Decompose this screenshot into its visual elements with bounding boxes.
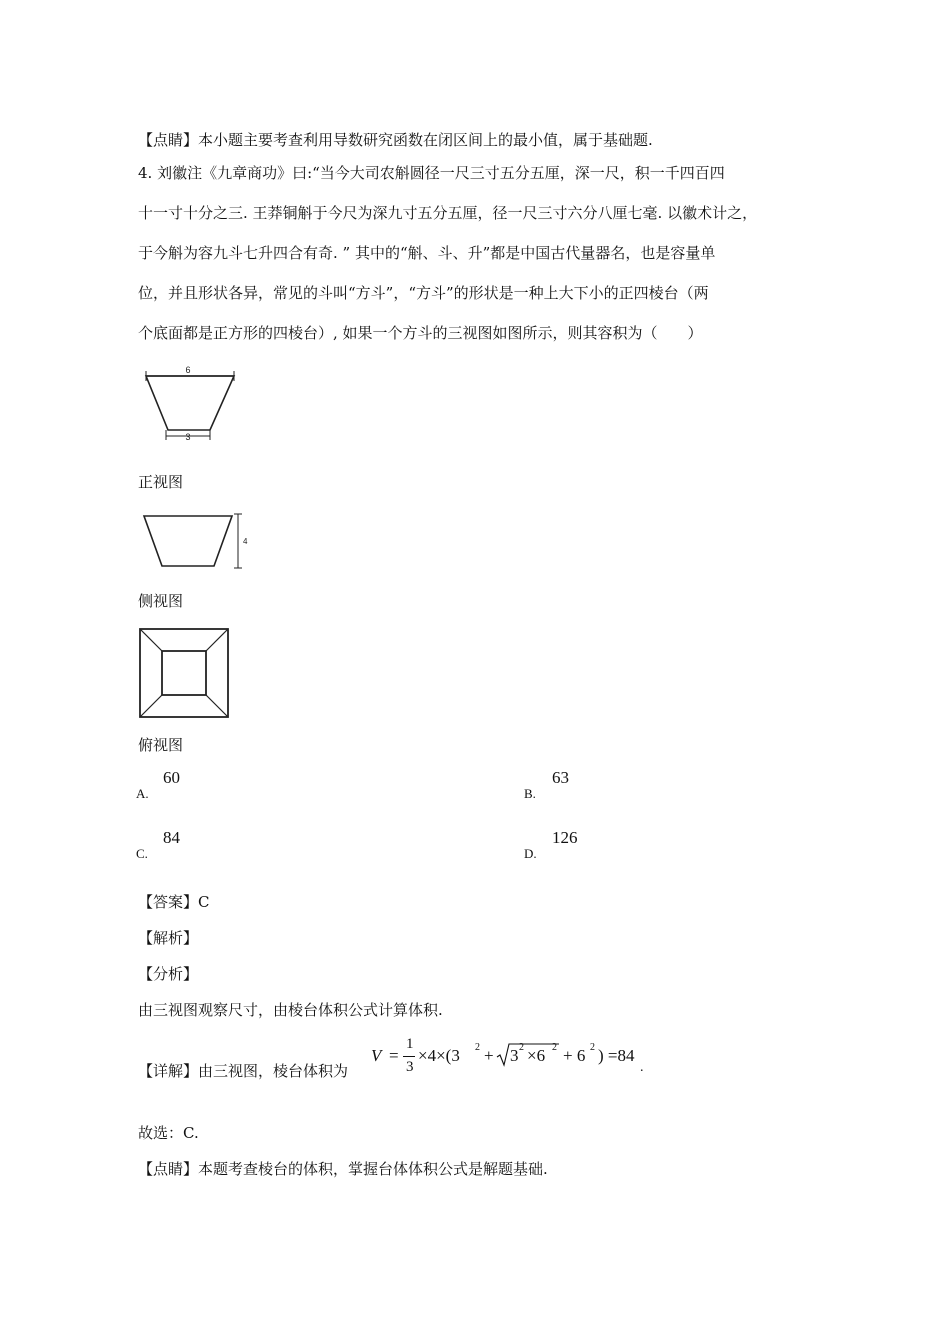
front-view-caption: 正视图 xyxy=(138,473,184,491)
question-line-2: 十一寸十分之三. 王莽铜斛于今尺为深九寸五分五厘，径一尺三寸六分八厘七毫. 以徽术计之， xyxy=(138,204,758,222)
analysis-header: 【解析】 xyxy=(138,929,199,947)
fraction-bar xyxy=(403,1056,415,1057)
option-b-value: 63 xyxy=(552,768,569,787)
question-line-5: 个底面都是正方形的四棱台）, 如果一个方斗的三视图如图所示，则其容积为（ ） xyxy=(138,324,703,342)
detail-prefix: 【详解】由三视图，棱台体积为 xyxy=(138,1062,349,1080)
top-view-caption: 俯视图 xyxy=(138,736,184,754)
formula-v: V xyxy=(371,1046,382,1065)
exponent-3: 2 xyxy=(552,1042,557,1053)
previous-note: 【点睛】本小题主要考查利用导数研究函数在闭区间上的最小值，属于基础题. xyxy=(138,131,653,149)
formula-plus-6: + 6 xyxy=(563,1046,586,1065)
front-view-figure xyxy=(140,362,240,444)
front-bottom-dimension: 3 xyxy=(185,432,191,442)
exponent-4: 2 xyxy=(590,1042,595,1053)
fraction-numerator: 1 xyxy=(406,1036,414,1052)
final-note: 【点睛】本题考查棱台的体积，掌握台体体积公式是解题基础. xyxy=(138,1160,548,1178)
fraction-denominator: 3 xyxy=(406,1059,414,1075)
front-top-dimension: 6 xyxy=(185,365,191,375)
question-line-3: 于今斛为容九斗七升四合有奇. ” 其中的“斛、斗、升”都是中国古代量器名，也是容量单 xyxy=(138,244,716,262)
option-d-letter: D. xyxy=(524,846,537,861)
exponent-1: 2 xyxy=(475,1042,480,1053)
formula-equals: = xyxy=(389,1046,399,1065)
answer-line: 【答案】C xyxy=(138,893,210,911)
side-height-dimension: 4 xyxy=(243,537,248,546)
option-d-value: 126 xyxy=(552,828,578,847)
option-a-letter: A. xyxy=(136,786,149,801)
exponent-2: 2 xyxy=(519,1042,524,1053)
option-b-letter: B. xyxy=(524,786,536,801)
analysis-text: 由三视图观察尺寸，由棱台体积公式计算体积. xyxy=(138,1001,443,1019)
formula-plus: + xyxy=(484,1046,494,1065)
formula-end: ) =84 xyxy=(598,1046,635,1065)
root-times: ×6 xyxy=(527,1046,546,1065)
option-a-value: 60 xyxy=(163,768,180,787)
formula-period: . xyxy=(640,1060,644,1075)
side-view-caption: 侧视图 xyxy=(138,592,184,610)
option-c-value: 84 xyxy=(163,828,180,847)
root-base: 3 xyxy=(510,1046,519,1065)
question-line-1: 4. 刘徽注《九章商功》曰:“当今大司农斛圆径一尺三寸五分五厘，深一尺，积一千四百四 xyxy=(138,164,725,182)
top-view-figure xyxy=(138,627,230,719)
option-c-letter: C. xyxy=(136,846,148,861)
conclusion-line: 故选：C. xyxy=(138,1124,199,1142)
question-line-4: 位，并且形状各异，常见的斗叫“方斗”，“方斗”的形状是一种上大下小的正四棱台（两 xyxy=(138,284,709,302)
formula-body: ×4×(3 xyxy=(418,1046,460,1065)
side-view-figure xyxy=(140,508,250,572)
fenxi-header: 【分析】 xyxy=(138,965,199,983)
